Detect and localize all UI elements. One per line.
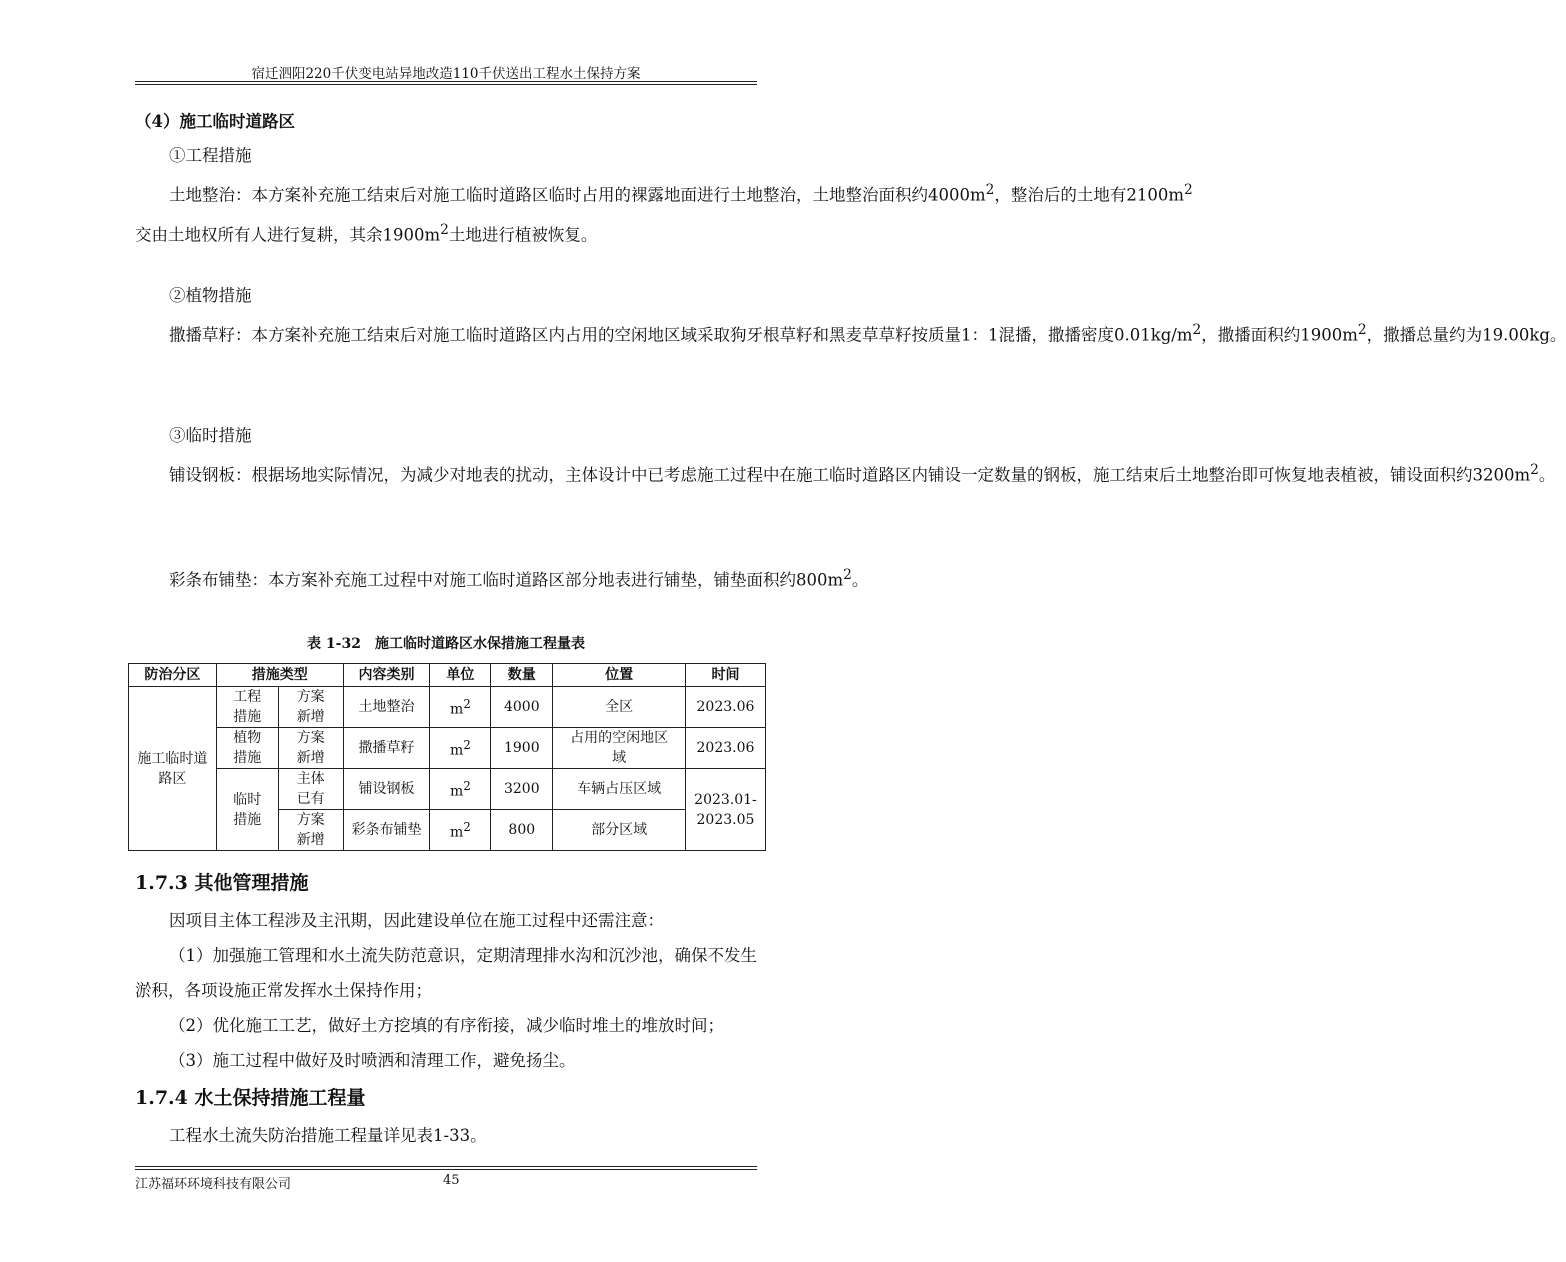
superscript: 2: [1357, 322, 1367, 338]
table-header-cell: 时间: [685, 664, 765, 687]
location-cell: 部分区域: [553, 810, 686, 851]
header-rule: [135, 81, 757, 82]
table-row: [129, 769, 766, 810]
management-item-3: （3）施工过程中做好及时喷洒和清理工作，避免扬尘。: [169, 1051, 576, 1070]
qty-cell: 3200: [491, 769, 553, 810]
measure-type-cell: 植物措施: [216, 728, 278, 769]
qty-cell: 4000: [491, 687, 553, 728]
superscript: 2: [463, 779, 471, 794]
superscript: 2: [463, 697, 471, 712]
unit-text: m: [450, 742, 464, 759]
text-seg: ，撒播总量约为19.00kg。: [1366, 325, 1566, 345]
measure-source-cell: 方案新增: [278, 810, 343, 851]
text-seg: 。: [851, 570, 869, 590]
qty-cell: 1900: [491, 728, 553, 769]
table-header-cell: 内容类别: [343, 664, 430, 687]
measure-source-cell: 方案新增: [278, 728, 343, 769]
table-header-row: [129, 664, 766, 687]
location-cell: 全区: [553, 687, 686, 728]
measures-table: [128, 663, 766, 851]
text-seg: 铺设钢板：根据场地实际情况，为减少对地表的扰动，主体设计中已考虑施工过程中在施工临时道路区内铺设一定数量的钢板，施工结束后土地整治即可恢复地表植被，铺设面积约3200m: [169, 465, 1531, 485]
text-seg: 土地进行植被恢复。: [448, 225, 598, 244]
management-item-2: （2）优化施工工艺，做好土方挖填的有序衔接，减少临时堆土的堆放时间；: [169, 1016, 724, 1035]
content-cell: 彩条布铺垫: [343, 810, 430, 851]
table-header-cell: 单位: [430, 664, 491, 687]
temporary-measures-title: ③临时措施: [169, 426, 252, 445]
location-cell: 车辆占压区域: [553, 769, 686, 810]
footer-company: 江苏福环环境科技有限公司: [135, 1177, 292, 1192]
text-seg: 彩条布铺垫：本方案补充施工过程中对施工临时道路区部分地表进行铺垫，铺垫面积约800m: [169, 570, 844, 590]
superscript: 2: [1192, 322, 1202, 338]
unit-cell: [430, 810, 491, 851]
content-cell: 铺设钢板: [343, 769, 430, 810]
text-seg: ，撒播面积约1900m: [1201, 325, 1358, 345]
footer-rule: [135, 1166, 757, 1167]
measure-type-cell: 工程措施: [216, 687, 278, 728]
text-seg: 。: [1538, 465, 1556, 485]
measure-source-cell: 方案新增: [278, 687, 343, 728]
page-number: 45: [443, 1173, 460, 1188]
section-heading-1-7-3: 1.7.3 其他管理措施: [135, 872, 309, 894]
grass-seeding-paragraph: [135, 313, 1566, 353]
superscript: 2: [463, 820, 471, 835]
superscript: 2: [843, 567, 852, 583]
time-cell: 2023.06: [685, 687, 765, 728]
superscript: 2: [440, 221, 449, 238]
management-item-1: （1）加强施工管理和水土流失防范意识，定期清理排水沟和沉沙池，确保不发生淤积，各项设施正常发挥水土保持作用；: [135, 946, 757, 1000]
measure-source-cell: 主体已有: [278, 769, 343, 810]
header-rule-thin: [135, 84, 757, 85]
text-seg: ，整治后的土地有2100m: [994, 185, 1185, 205]
footer-rule-thin: [135, 1169, 757, 1170]
qty-cell: 800: [491, 810, 553, 851]
unit-text: m: [450, 824, 464, 841]
table-caption: 表 1-32 施工临时道路区水保措施工程量表: [307, 636, 585, 652]
table-header-cell: 防治分区: [129, 664, 217, 687]
text-seg: 土地整治：本方案补充施工结束后对施工临时道路区临时占用的裸露地面进行土地整治，土地整治面积约4000m: [169, 185, 986, 205]
text-seg: 交由土地权所有人进行复耕，其余1900m: [135, 225, 441, 244]
content-cell: 土地整治: [343, 687, 430, 728]
land-rehab-paragraph: [135, 173, 1193, 252]
unit-text: m: [450, 701, 464, 718]
superscript: 2: [1530, 462, 1539, 478]
section-heading-1-7-4: 1.7.4 水土保持措施工程量: [135, 1087, 366, 1109]
steel-plate-paragraph: [135, 453, 1556, 493]
plant-measures-title: ②植物措施: [169, 286, 252, 305]
time-cell: 2023.06: [685, 728, 765, 769]
unit-cell: [430, 687, 491, 728]
superscript: 2: [463, 738, 471, 753]
zone-cell: 施工临时道路区: [129, 687, 217, 851]
quantities-reference: 工程水土流失防治措施工程量详见表1-33。: [169, 1126, 487, 1145]
location-cell: 占用的空闲地区域: [553, 728, 686, 769]
table-header-cell: 措施类型: [216, 664, 343, 687]
unit-cell: [430, 728, 491, 769]
superscript: 2: [985, 182, 995, 198]
table-row: [129, 687, 766, 728]
superscript: 2: [1184, 182, 1193, 198]
table-header-cell: 位置: [553, 664, 686, 687]
time-cell: 2023.01-2023.05: [685, 769, 765, 851]
unit-text: m: [450, 783, 464, 800]
running-header: 宿迁泗阳220千伏变电站异地改造110千伏送出工程水土保持方案: [251, 66, 641, 82]
tarp-paragraph: [135, 558, 869, 598]
content-cell: 撒播草籽: [343, 728, 430, 769]
table-row: [129, 728, 766, 769]
engineering-measures-title: ①工程措施: [169, 146, 252, 165]
section-heading-temp-road: （4）施工临时道路区: [135, 112, 295, 131]
table-header-cell: 数量: [491, 664, 553, 687]
measure-type-cell: 临时措施: [216, 769, 278, 851]
management-intro: 因项目主体工程涉及主汛期，因此建设单位在施工过程中还需注意：: [169, 911, 664, 930]
text-seg: 撒播草籽：本方案补充施工结束后对施工临时道路区内占用的空闲地区域采取狗牙根草籽和黑麦草草籽按质量1：1混播，撒播密度0.01kg/m: [169, 325, 1193, 345]
unit-cell: [430, 769, 491, 810]
